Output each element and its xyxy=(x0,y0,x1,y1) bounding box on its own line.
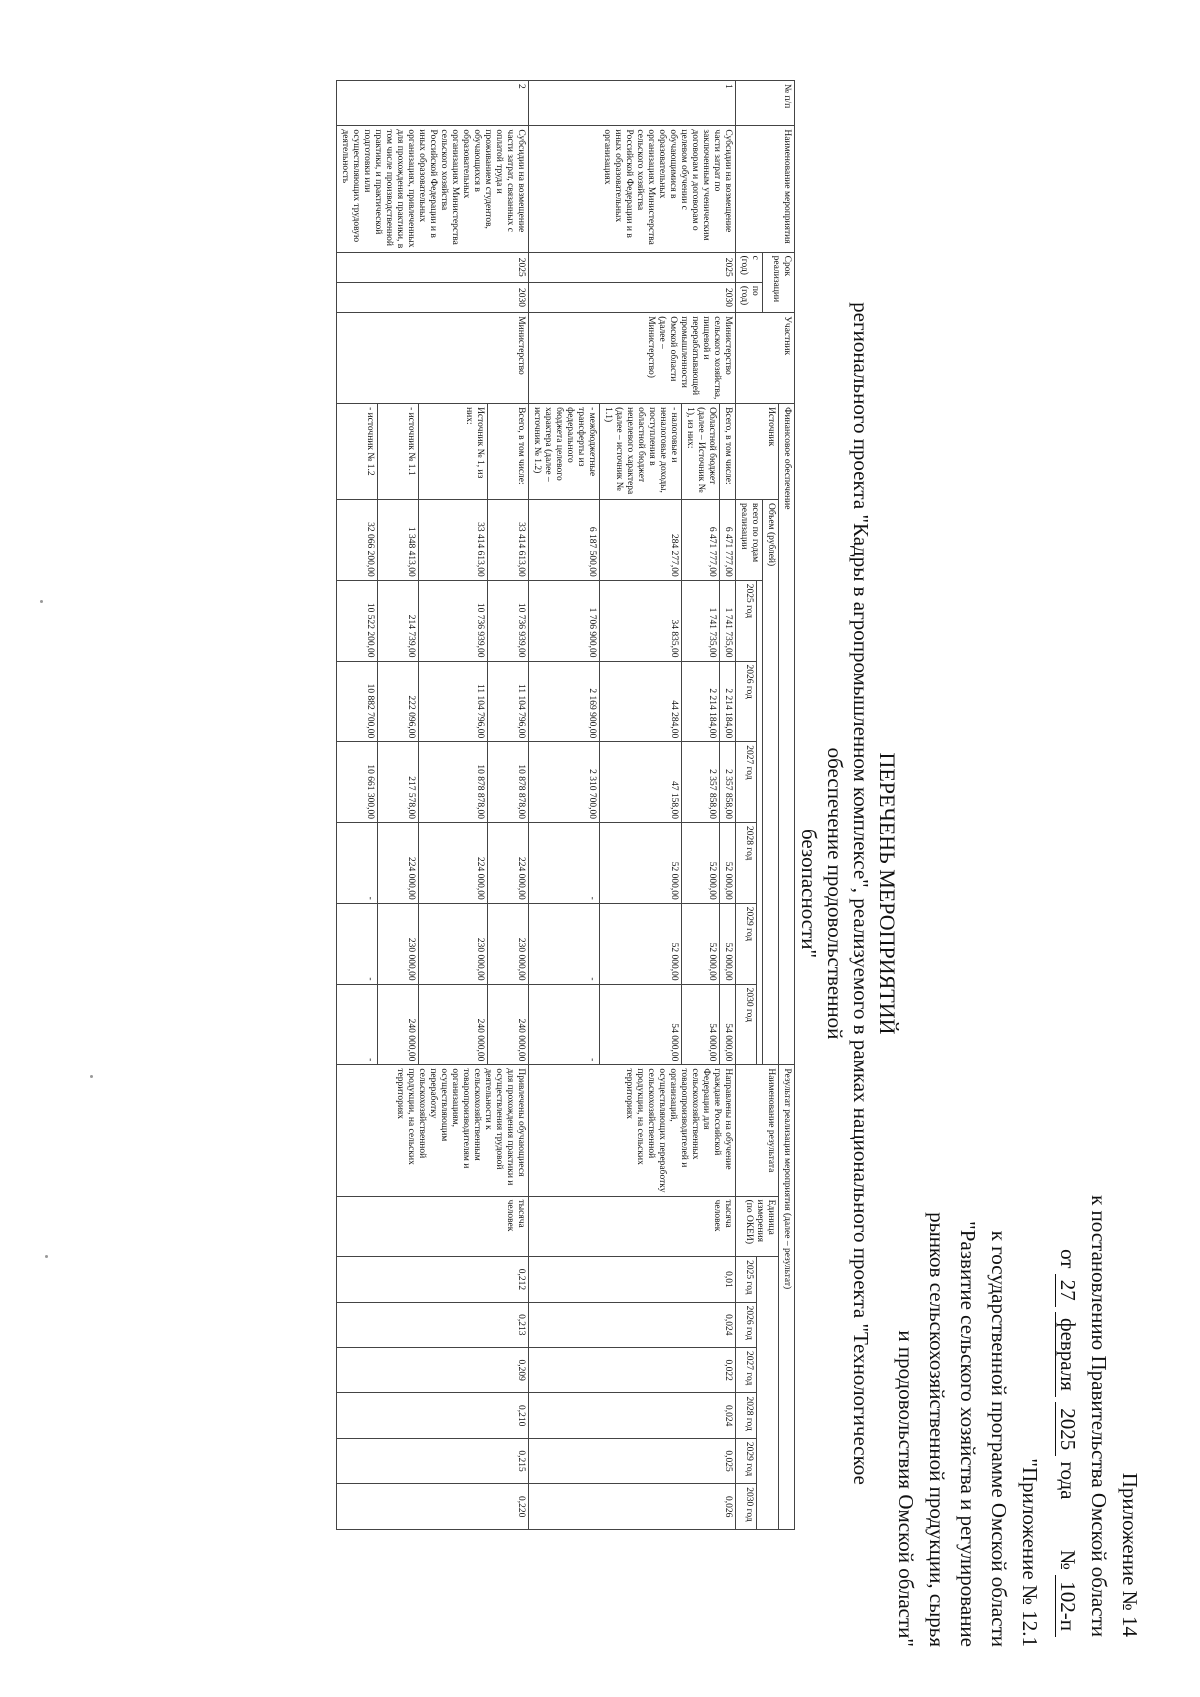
year-amount-cell: 52 000,00 xyxy=(600,823,682,904)
year-amount-cell: 2 357 858,00 xyxy=(720,742,736,823)
header-num: № п/п xyxy=(736,81,795,126)
number-prefix: № xyxy=(1056,1549,1080,1571)
result-value: 0,024 xyxy=(529,1393,736,1438)
year-amount-cell: 222 096,00 xyxy=(377,661,418,742)
date-prefix: от xyxy=(1056,1249,1080,1269)
year-amount-cell: 10 736 939,00 xyxy=(488,580,529,661)
header-result-year: 2026 год xyxy=(736,1302,757,1347)
year-amount-cell: 52 000,00 xyxy=(682,903,720,984)
year-amount-cell: - xyxy=(337,823,378,904)
year-amount-cell: 2 214 184,00 xyxy=(682,661,720,742)
header-term-to: по (год) xyxy=(736,282,763,312)
header-volume: Объем (рублей) xyxy=(763,499,779,1064)
result-value: 0,022 xyxy=(529,1348,736,1393)
header-result-year: 2029 год xyxy=(736,1438,757,1483)
year-amount-cell: 52 000,00 xyxy=(682,823,720,904)
appendix-14-date-line xyxy=(1052,1195,1083,1637)
year-amount-cell: 224 000,00 xyxy=(418,823,487,904)
event-from: 2025 xyxy=(529,252,736,282)
header-total: всего по годам реализации xyxy=(736,499,763,580)
total-cell: 1 348 413,00 xyxy=(377,499,418,580)
table-row xyxy=(720,81,736,1530)
year-amount-cell: 214 739,00 xyxy=(377,580,418,661)
header-name: Наименование мероприятия xyxy=(736,126,795,252)
year-amount-cell: - xyxy=(337,903,378,984)
header-term: Срок реализации xyxy=(763,252,795,313)
result-value: 0,209 xyxy=(337,1348,529,1393)
result-value: 0,215 xyxy=(337,1438,529,1483)
year-amount-cell: 1 706 900,00 xyxy=(529,580,600,661)
header-year: 2026 год xyxy=(736,661,757,742)
appendix-12-1-title: "Приложение № 12.1 xyxy=(1018,1458,1042,1647)
year-amount-cell: 52 000,00 xyxy=(720,903,736,984)
result-value: 0,01 xyxy=(529,1257,736,1302)
year-amount-cell: 240 000,00 xyxy=(377,984,418,1065)
appendix-12-1-line: рынков сельскохозяйственной продукции, сырья xyxy=(925,1212,949,1647)
year-amount-cell: 230 000,00 xyxy=(418,903,487,984)
source-cell: Источник № 1, из них: xyxy=(418,404,487,500)
total-cell: 284 277,00 xyxy=(600,499,682,580)
appendix-14-decree: к постановлению Правительства Омской области xyxy=(1087,1195,1111,1637)
year-amount-cell: 52 000,00 xyxy=(720,823,736,904)
year-amount-cell: 54 000,00 xyxy=(720,984,736,1065)
header-participant: Участник xyxy=(736,313,795,404)
year-amount-cell: 2 169 900,00 xyxy=(529,661,600,742)
header-unit: Единица измерения (по ОКЕИ) xyxy=(736,1196,779,1257)
table-row xyxy=(488,81,529,1530)
result-value: 0,212 xyxy=(337,1257,529,1302)
result-unit: тысяча человек xyxy=(529,1196,736,1257)
header-year: 2027 год xyxy=(736,742,757,823)
total-cell: 32 066 200,00 xyxy=(337,499,378,580)
date-month: февраля xyxy=(1055,1312,1080,1397)
document-title xyxy=(796,270,900,1517)
source-cell: - налоговые и неналоговые доходы, поступления в областной бюджет нецелевого характера (далее – источник № 1.1) xyxy=(600,404,682,500)
year-amount-cell: 1 741 735,00 xyxy=(682,580,720,661)
event-name: Субсидии на возмещение части затрат по заключенным ученическим договорам и договорам о целевом обучении с обучающимися в образовательных организациях Министерства сельского хозяйства Российской Федерации и в иных образовательных организациях xyxy=(529,126,736,252)
event-name: Субсидии на возмещение части затрат, связанных с оплатой труда и проживанием студентов, обучающихся в образовательных организациях Министерства сельского хозяйства Российской Федерации и в иных образовательных организациях, привлеченных для прохождения практики, в том числе производственной практики, и практической подготовки или осуществляющих трудовую деятельность xyxy=(337,126,529,252)
total-cell: 6 187 500,00 xyxy=(529,499,600,580)
appendix-12-1-line: к государственной программе Омской области xyxy=(987,1230,1011,1647)
year-amount-cell: 10 878 878,00 xyxy=(488,742,529,823)
year-amount-cell: 2 310 700,00 xyxy=(529,742,600,823)
year-amount-cell: 54 000,00 xyxy=(600,984,682,1065)
year-amount-cell: 10 882 700,00 xyxy=(337,661,378,742)
event-num: 2 xyxy=(337,81,529,126)
header-year: 2028 год xyxy=(736,823,757,904)
appendix-14-title: Приложение № 14 xyxy=(1118,1472,1142,1637)
header-result-name: Наименование результата xyxy=(736,1065,779,1196)
year-amount-cell: 1 741 735,00 xyxy=(720,580,736,661)
result-name: Привлечены обучающиеся для прохождения практики и осуществления трудовой деятельности к сельскохозяйственным товаропроизводителям и организациям, осуществляющим переработку сельскохозяйственной продукции, на сельских территориях xyxy=(337,1065,529,1196)
event-participant: Министерство сельского хозяйства, пищевой и перерабатывающей промышленности Омской области (далее – Министерство) xyxy=(529,313,736,404)
header-result-year: 2030 год xyxy=(736,1484,757,1530)
year-amount-cell: 44 284,00 xyxy=(600,661,682,742)
source-cell: - межбюджетные трансферты из федерального бюджета целевого характера (далее – источник № 1.2) xyxy=(529,404,600,500)
header-result: Результат реализации мероприятия (далее – результат) xyxy=(779,1065,795,1530)
header-year: 2030 год xyxy=(736,984,757,1065)
year-amount-cell: - xyxy=(529,823,600,904)
header-result-year: 2025 год xyxy=(736,1257,757,1302)
result-unit: тысяча человек xyxy=(337,1196,529,1257)
result-value: 0,026 xyxy=(529,1484,736,1530)
result-value: 0,024 xyxy=(529,1302,736,1347)
date-day: 27 xyxy=(1055,1274,1080,1307)
result-value: 0,220 xyxy=(337,1484,529,1530)
event-from: 2025 xyxy=(337,252,529,282)
source-cell: - источник № 1.1 xyxy=(377,404,418,500)
header-result-year: 2028 год xyxy=(736,1393,757,1438)
appendix-12-1-block xyxy=(890,1212,1045,1647)
source-cell: - источник № 1.2 xyxy=(337,404,378,500)
events-table xyxy=(336,80,795,1530)
date-year: 2025 xyxy=(1055,1402,1080,1456)
source-cell: Всего, в том числе: xyxy=(488,404,529,500)
events-body xyxy=(337,81,736,1530)
year-amount-cell: 10 522 200,00 xyxy=(337,580,378,661)
year-amount-cell: - xyxy=(529,903,600,984)
source-cell: Областной бюджет (далее – Источник № 1), из них: xyxy=(682,404,720,500)
year-amount-cell: 10 878 878,00 xyxy=(418,742,487,823)
year-amount-cell: 11 104 796,00 xyxy=(418,661,487,742)
header-volume-years xyxy=(756,580,762,1065)
year-amount-cell: 230 000,00 xyxy=(488,903,529,984)
year-amount-cell: 240 000,00 xyxy=(488,984,529,1065)
year-amount-cell: 217 578,00 xyxy=(377,742,418,823)
document-title-line: регионального проекта "Кадры в агропромышленном комплексе", реализуемого в рамках национального проекта "Технологическое обеспечение продовольственной xyxy=(823,302,873,1485)
event-to: 2030 xyxy=(337,282,529,312)
total-cell: 33 414 613,00 xyxy=(418,499,487,580)
appendix-14-block xyxy=(1052,1195,1145,1637)
total-cell: 6 471 777,00 xyxy=(682,499,720,580)
year-amount-cell: 11 104 796,00 xyxy=(488,661,529,742)
year-amount-cell: 224 000,00 xyxy=(488,823,529,904)
appendix-12-1-line: "Развитие сельского хозяйства и регулирование xyxy=(956,1221,980,1647)
header-term-from: с (год) xyxy=(736,252,763,282)
event-num: 1 xyxy=(529,81,736,126)
header-year: 2025 год xyxy=(736,580,757,661)
document-title-line: безопасности" xyxy=(797,828,821,959)
year-amount-cell: 2 357 858,00 xyxy=(682,742,720,823)
header-result-year: 2027 год xyxy=(736,1348,757,1393)
year-amount-cell: 54 000,00 xyxy=(682,984,720,1065)
date-suffix: года xyxy=(1056,1461,1080,1500)
year-amount-cell: 2 214 184,00 xyxy=(720,661,736,742)
result-value: 0,025 xyxy=(529,1438,736,1483)
header-source: Источник xyxy=(736,404,779,500)
decree-number: 102-п xyxy=(1055,1575,1080,1637)
year-amount-cell: 10 661 300,00 xyxy=(337,742,378,823)
result-value: 0,213 xyxy=(337,1302,529,1347)
result-name: Направлены на обучение граждане Российской Федерации для сельскохозяйственных товаропроизводителей и организаций, осуществляющих переработку сельскохозяйственной продукции, на сельских территориях xyxy=(529,1065,736,1196)
appendix-12-1-line: и продовольствия Омской области" xyxy=(894,1330,918,1647)
result-value: 0,210 xyxy=(337,1393,529,1438)
total-cell: 33 414 613,00 xyxy=(488,499,529,580)
year-amount-cell: 34 835,00 xyxy=(600,580,682,661)
event-participant: Министерство xyxy=(337,313,529,404)
document-title-main: ПЕРЕЧЕНЬ МЕРОПРИЯТИЙ xyxy=(875,752,900,1035)
year-amount-cell: 10 736 939,00 xyxy=(418,580,487,661)
year-amount-cell: 224 000,00 xyxy=(377,823,418,904)
year-amount-cell: 240 000,00 xyxy=(418,984,487,1065)
year-amount-cell: - xyxy=(337,984,378,1065)
event-to: 2030 xyxy=(529,282,736,312)
year-amount-cell: - xyxy=(529,984,600,1065)
year-amount-cell: 230 000,00 xyxy=(377,903,418,984)
source-cell: Всего, в том числе: xyxy=(720,404,736,500)
year-amount-cell: 47 158,00 xyxy=(600,742,682,823)
year-amount-cell: 52 000,00 xyxy=(600,903,682,984)
header-financing: Финансовое обеспечение xyxy=(779,404,795,1065)
total-cell: 6 471 777,00 xyxy=(720,499,736,580)
header-year: 2029 год xyxy=(736,903,757,984)
header-result-years xyxy=(756,1257,778,1530)
